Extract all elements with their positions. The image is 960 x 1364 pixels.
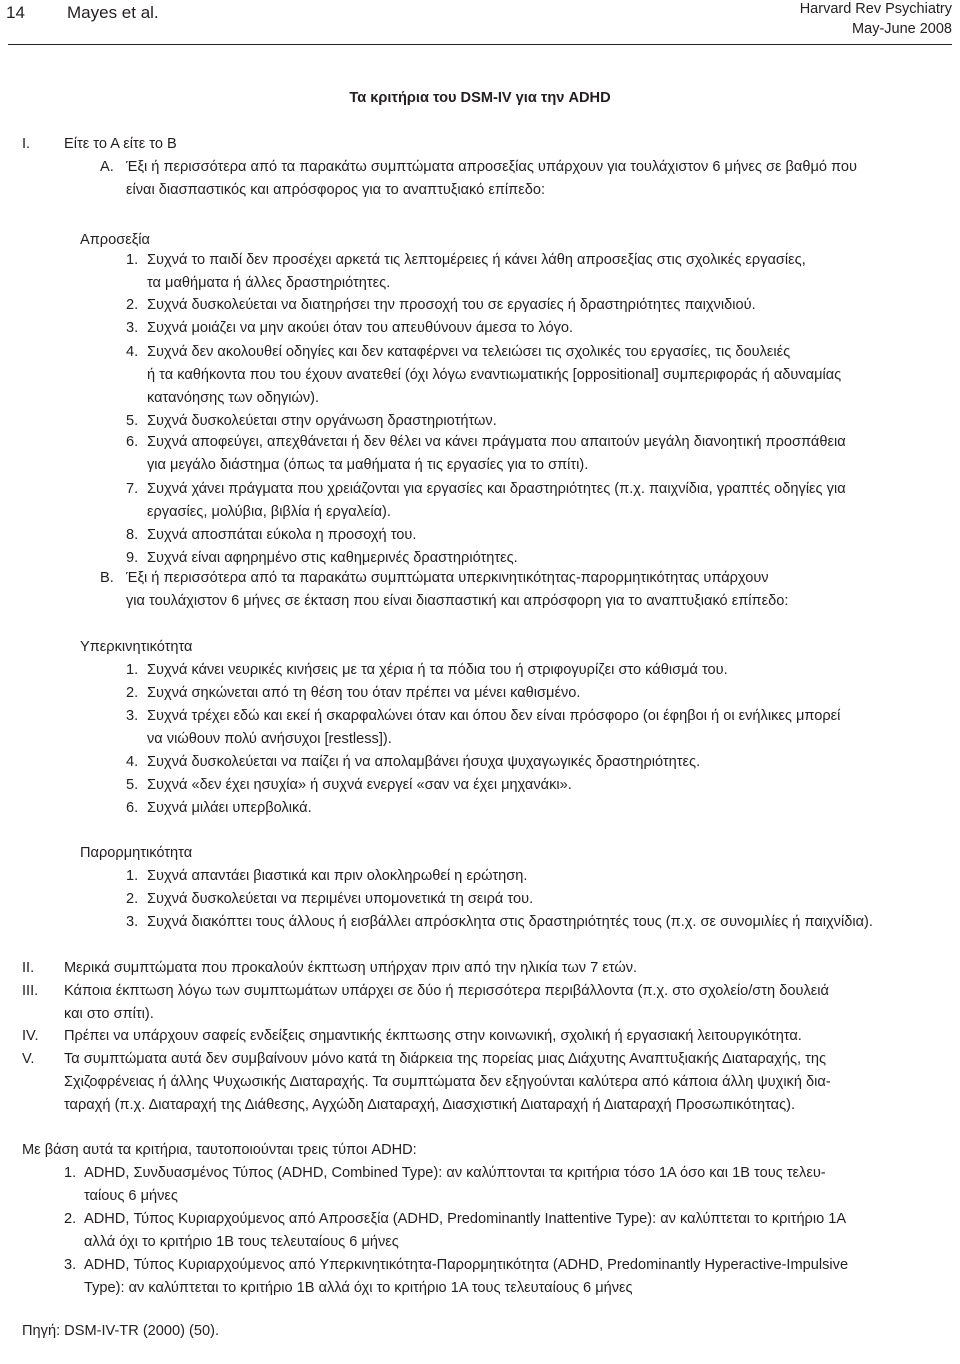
list-item-text: ταίους 6 μήνες	[84, 1188, 178, 1204]
running-authors: Mayes et al.	[67, 3, 159, 22]
list-item-number: 1.	[126, 252, 139, 268]
list-item-number: 1.	[126, 662, 139, 678]
list-item-text: Πρέπει να υπάρχουν σαφείς ενδείξεις σημαντικής έκπτωσης στην κοινωνική, σχολική ή εργασιακή λειτουργικότητα.	[64, 1028, 802, 1044]
journal-name: Harvard Rev Psychiatry	[799, 1, 952, 17]
criterion-text: είναι διασπαστικός και απρόσφορος για το αναπτυξιακό επίπεδο:	[126, 182, 546, 198]
list-item-text: ταραχή (π.χ. Διαταραχή της Διάθεσης, Αγχώδη Διαταραχή, Διασχιστική Διαταραχή ή Διαταραχή Προσωπικότητας).	[64, 1097, 796, 1113]
list-item-number: 3.	[126, 320, 139, 336]
list-item-text: τα μαθήματα ή άλλες δραστηριότητες.	[147, 275, 391, 291]
list-item-text: Συχνά είναι αφηρημένο στις καθημερινές δραστηριότητες.	[147, 550, 518, 566]
list-item-text: αλλά όχι το κριτήριο 1B τους τελευταίους 6 μήνες	[84, 1234, 399, 1250]
subheading-inattention: Απροσεξία	[80, 232, 150, 248]
list-item-number: 4.	[126, 344, 139, 360]
list-item-text: Συχνά διακόπτει τους άλλους ή εισβάλλει απρόσκλητα στις δραστηριότητές τους (π.χ. σε συνομιλίες ή παιχνίδια).	[147, 914, 873, 930]
list-item-text: Κάποια έκπτωση λόγω των συμπτωμάτων υπάρχει σε δύο ή περισσότερα περιβάλλοντα (π.χ. στο σχολείο/στη δουλειά	[64, 983, 829, 999]
list-item-text: Μερικά συμπτώματα που προκαλούν έκπτωση υπήρχαν πριν από την ηλικία των 7 ετών.	[64, 960, 638, 976]
list-item-text: ή τα καθήκοντα που του έχουν ανατεθεί (όχι λόγω εναντιωματικής [oppositional] συμπεριφοράς ή αδυναμίας	[147, 367, 842, 383]
section-text: Είτε το Α είτε το Β	[64, 136, 177, 152]
section-number: I.	[22, 136, 31, 152]
list-item-text: Συχνά «δεν έχει ησυχία» ή συχνά ενεργεί «σαν να έχει μηχανάκι».	[147, 777, 572, 793]
source-note: Πηγή: DSM-IV-TR (2000) (50).	[22, 1323, 220, 1339]
list-item-text: Συχνά χάνει πράγματα που χρειάζονται για εργασίες και δραστηριότητες (π.χ. παιχνίδια, γραπτές οδηγίες για	[147, 481, 846, 497]
criterion-text: Έξι ή περισσότερα από τα παρακάτω συμπτώματα απροσεξίας υπάρχουν για τουλάχιστον 6 μήνες σε βαθμό που	[126, 159, 858, 175]
criterion-text: για τουλάχιστον 6 μήνες σε έκταση που είναι διασπαστική και απρόσφορη για το αναπτυξιακό επίπεδο:	[126, 593, 789, 609]
list-item-text: ADHD, Τύπος Κυριαρχούμενος από Απροσεξία (ADHD, Predominantly Inattentive Type): αν καλύπτεται το κριτήριο 1A	[84, 1211, 847, 1227]
list-item-number: 9.	[126, 550, 139, 566]
list-item-number: 6.	[126, 434, 139, 450]
types-intro: Με βάση αυτά τα κριτήρια, ταυτοποιούνται τρεις τύποι ADHD:	[22, 1142, 417, 1158]
list-item-number: 1.	[64, 1165, 77, 1181]
page-header	[0, 0, 960, 44]
list-item-text: Τα συμπτώματα αυτά δεν συμβαίνουν μόνο κατά τη διάρκεια της πορείας μιας Διάχυτης Αναπτυξιακής Διαταραχής, της	[64, 1051, 827, 1067]
list-item-number: II.	[22, 960, 35, 976]
list-item-number: 3.	[126, 708, 139, 724]
list-item-text: για μεγάλο διάστημα (όπως τα μαθήματα ή τις εργασίες για το σπίτι).	[147, 457, 589, 473]
list-item-text: Συχνά αποσπάται εύκολα η προσοχή του.	[147, 527, 417, 543]
list-item-text: Συχνά απαντάει βιαστικά και πριν ολοκληρωθεί η ερώτηση.	[147, 868, 528, 884]
list-item-text: Συχνά δυσκολεύεται να περιμένει υπομονετικά τη σειρά του.	[147, 891, 534, 907]
list-item-text: Συχνά σηκώνεται από τη θέση του όταν πρέπει να μένει καθισμένο.	[147, 685, 581, 701]
list-item-number: 3.	[64, 1257, 77, 1273]
list-item-number: 7.	[126, 481, 139, 497]
list-item-text: Συχνά δυσκολεύεται να παίζει ή να απολαμβάνει ήσυχα ψυχαγωγικές δραστηριότητες.	[147, 754, 701, 770]
criterion-letter: B.	[100, 570, 114, 586]
list-item-number: 6.	[126, 800, 139, 816]
list-item-text: Συχνά κάνει νευρικές κινήσεις με τα χέρια ή τα πόδια του ή στριφογυρίζει στο κάθισμά του.	[147, 662, 728, 678]
list-item-number: IV.	[22, 1028, 39, 1044]
list-item-number: 2.	[126, 685, 139, 701]
list-item-number: 2.	[126, 891, 139, 907]
list-item-text: Σχιζοφρένειας ή άλλης Ψυχωσικής Διαταραχής. Τα συμπτώματα δεν εξηγούνται καλύτερα από κάποια άλλη ψυχική δια-	[64, 1074, 831, 1090]
list-item-number: 8.	[126, 527, 139, 543]
list-item-text: Συχνά δυσκολεύεται να διατηρήσει την προσοχή του σε εργασίες ή δραστηριότητες παιχνιδιού.	[147, 297, 756, 313]
list-item-number: 5.	[126, 777, 139, 793]
list-item-text: Συχνά μιλάει υπερβολικά.	[147, 800, 312, 816]
header-rule	[8, 44, 952, 45]
list-item-number: 4.	[126, 754, 139, 770]
list-item-text: Συχνά αποφεύγει, απεχθάνεται ή δεν θέλει να κάνει πράγματα που απαιτούν μεγάλη διανοητική προσπάθεια	[147, 434, 846, 450]
list-item-text: Συχνά δυσκολεύεται στην οργάνωση δραστηριοτήτων.	[147, 413, 497, 429]
list-item-text: να νιώθουν πολύ ανήσυχοι [restless]).	[147, 731, 392, 747]
list-item-text: Συχνά τρέχει εδώ και εκεί ή σκαρφαλώνει όταν και όπου δεν είναι πρόσφορο (οι έφηβοι ή οι ενήλικες μπορεί	[147, 708, 841, 724]
list-item-text: Συχνά το παιδί δεν προσέχει αρκετά τις λεπτομέρειες ή κάνει λάθη απροσεξίας στις σχολικές εργασίες,	[147, 252, 806, 268]
list-item-number: III.	[22, 983, 39, 999]
list-item-text: Type): αν καλύπτεται το κριτήριο 1B αλλά όχι το κριτήριο 1A τους τελευταίους 6 μήνες	[84, 1280, 633, 1296]
list-item-text: ADHD, Συνδυασμένος Τύπος (ADHD, Combined Type): αν καλύπτονται τα κριτήρια τόσο 1A όσο και 1B τους τελευ-	[84, 1165, 826, 1181]
list-item-number: 1.	[126, 868, 139, 884]
table-title: Τα κριτήρια του DSM-IV για την ADHD	[349, 90, 611, 106]
journal-date: May-June 2008	[852, 21, 952, 37]
subheading-hyperactivity: Υπερκινητικότητα	[80, 639, 193, 655]
list-item-number: V.	[22, 1051, 35, 1067]
list-item-text: ADHD, Τύπος Κυριαρχούμενος από Υπερκινητικότητα-Παρορμητικότητα (ADHD, Predominantly Hyperactive-Impulsive	[84, 1257, 849, 1273]
list-item-number: 5.	[126, 413, 139, 429]
list-item-text: Συχνά δεν ακολουθεί οδηγίες και δεν καταφέρνει να τελειώσει τις σχολικές του εργασίες, τις δουλειές	[147, 344, 791, 360]
page-number: 14	[6, 3, 25, 22]
subheading-impulsivity: Παρορμητικότητα	[80, 845, 193, 861]
list-item-number: 2.	[64, 1211, 77, 1227]
list-item-text: κατανόησης των οδηγιών).	[147, 390, 320, 406]
list-item-number: 2.	[126, 297, 139, 313]
list-item-text: και στο σπίτι).	[64, 1006, 154, 1022]
list-item-number: 3.	[126, 914, 139, 930]
list-item-text: Συχνά μοιάζει να μην ακούει όταν του απευθύνουν άμεσα το λόγο.	[147, 320, 574, 336]
criterion-letter: A.	[100, 159, 114, 175]
list-item-text: εργασίες, μολύβια, βιβλία ή εργαλεία).	[147, 504, 391, 520]
criterion-text: Έξι ή περισσότερα από τα παρακάτω συμπτώματα υπερκινητικότητας-παρορμητικότητας υπάρχουν	[126, 570, 769, 586]
